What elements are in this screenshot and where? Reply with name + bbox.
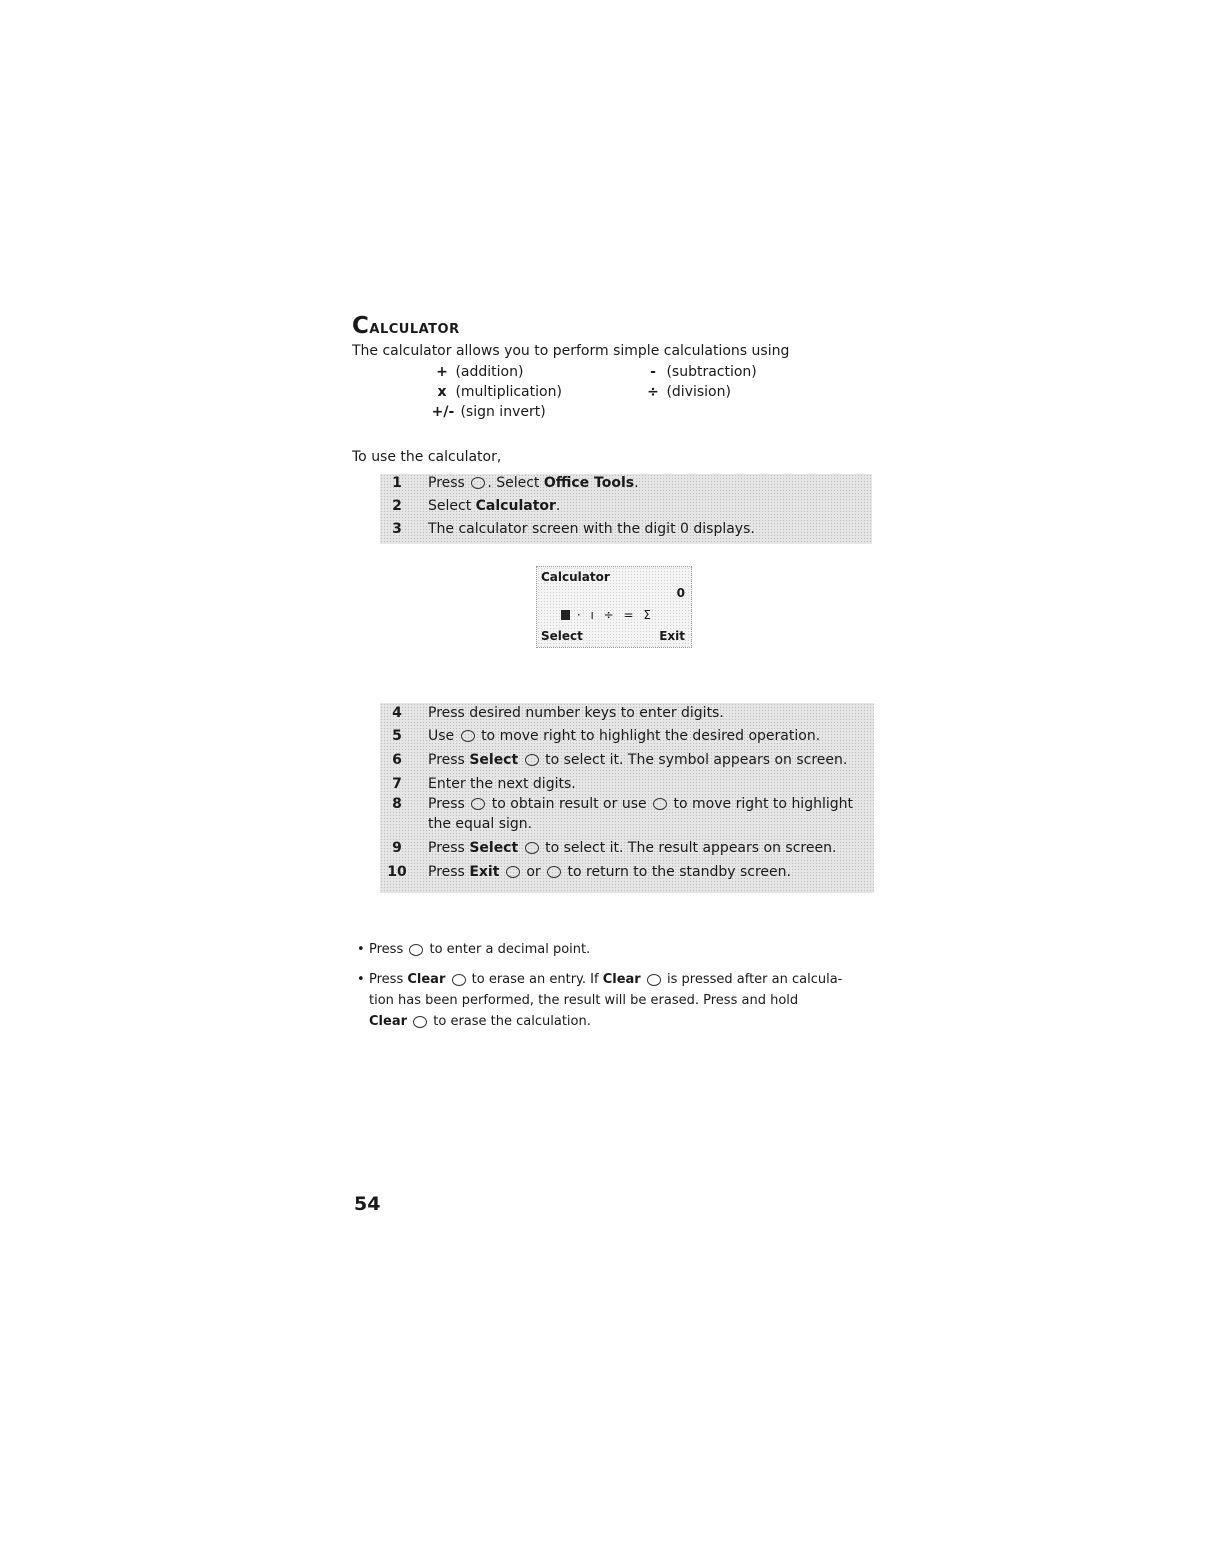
step-8: 8 Press to obtain result or use to move right to highlight the equal sign. bbox=[392, 796, 853, 832]
op-multiplication: x (multiplication) bbox=[437, 384, 562, 400]
nav-key-icon bbox=[653, 798, 667, 810]
end-key-icon bbox=[547, 866, 561, 878]
page-title: Calculator bbox=[352, 313, 460, 339]
step-9: 9 Press Select to select it. The result appears on screen. bbox=[392, 840, 837, 856]
clear-key-icon bbox=[413, 1016, 427, 1028]
clear-key-icon bbox=[452, 974, 466, 986]
right-soft-key-icon bbox=[506, 866, 520, 878]
step-5: 5 Use to move right to highlight the desired operation. bbox=[392, 728, 821, 744]
op-subtraction: - (subtraction) bbox=[650, 364, 757, 380]
calculator-screen-illustration bbox=[536, 566, 692, 648]
screen-operators: · ı ÷ = Σ bbox=[561, 608, 654, 622]
op-addition: + (addition) bbox=[436, 364, 524, 380]
page-number: 54 bbox=[354, 1193, 381, 1215]
steps-block-a bbox=[380, 474, 872, 544]
screen-exit-softkey: Exit bbox=[659, 629, 685, 643]
clear-key-icon bbox=[647, 974, 661, 986]
steps-block-b bbox=[380, 703, 874, 893]
left-soft-key-icon bbox=[525, 842, 539, 854]
screen-select-softkey: Select bbox=[541, 629, 583, 643]
nav-key-icon bbox=[461, 730, 475, 742]
left-soft-key-icon bbox=[525, 754, 539, 766]
step-7: 7 Enter the next digits. bbox=[392, 776, 576, 792]
hash-key-icon bbox=[471, 798, 485, 810]
step-3: 3 The calculator screen with the digit 0 displays. bbox=[392, 521, 755, 537]
step-2: 2 Select Calculator. bbox=[392, 498, 561, 514]
op-division: ÷ (division) bbox=[647, 384, 731, 400]
screen-digit: 0 bbox=[676, 586, 685, 600]
step-1: 1 Press . Select Office Tools. bbox=[392, 475, 639, 491]
to-use-text: To use the calculator, bbox=[352, 449, 502, 465]
cursor-icon bbox=[561, 610, 570, 620]
op-sign-invert: +/- (sign invert) bbox=[431, 404, 546, 420]
star-key-icon bbox=[409, 944, 423, 956]
intro-text: The calculator allows you to perform simple calculations using bbox=[352, 343, 790, 359]
step-6: 6 Press Select to select it. The symbol appears on screen. bbox=[392, 752, 848, 768]
nav-key-icon bbox=[471, 477, 485, 489]
screen-title: Calculator bbox=[541, 570, 610, 584]
step-10: 10 Press Exit or to return to the standby screen. bbox=[387, 864, 791, 880]
step-4: 4 Press desired number keys to enter digits. bbox=[392, 705, 724, 721]
